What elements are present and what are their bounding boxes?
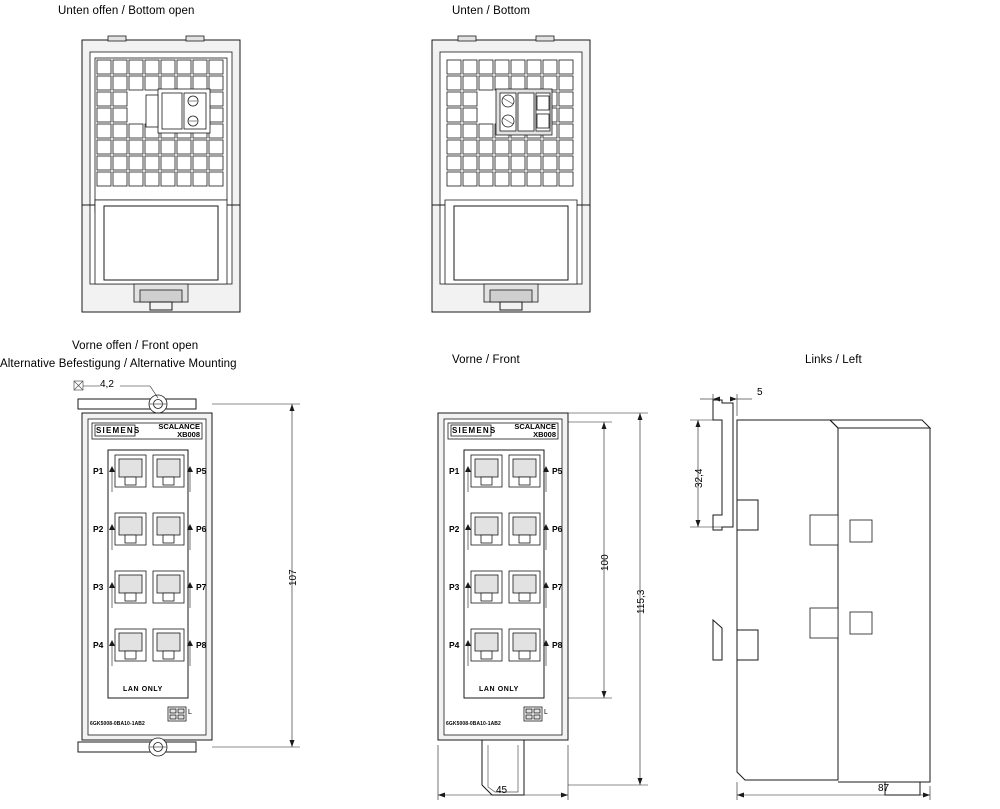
article-number-front: 6GK5008-0BA10-1AB2 bbox=[446, 721, 501, 727]
port-label-p6: P6 bbox=[196, 524, 207, 534]
led-letter-front: L bbox=[544, 709, 548, 716]
port-label-front-p6: P6 bbox=[552, 524, 563, 534]
port-label-front-p4: P4 bbox=[449, 640, 460, 650]
dimension-label-32-4: 32,4 bbox=[694, 468, 705, 488]
dimension-label-115-3: 115,3 bbox=[636, 589, 647, 614]
view-bottom-open bbox=[82, 36, 240, 312]
led-block-front-open bbox=[168, 707, 186, 721]
dimension-5 bbox=[700, 394, 752, 416]
dimension-label-45: 45 bbox=[496, 785, 508, 796]
view-label-left: Links / Left bbox=[805, 354, 862, 366]
led-letter-front-open: L bbox=[188, 709, 192, 716]
port-label-front-p8: P8 bbox=[552, 640, 563, 650]
terminal-block bbox=[496, 89, 552, 135]
dimension-87 bbox=[737, 782, 930, 800]
view-label-front: Vorne / Front bbox=[452, 354, 520, 366]
dimension-label-4-2: 4,2 bbox=[100, 379, 114, 390]
brand-label-front-open: SIEMENS bbox=[96, 426, 141, 435]
dimension-label-5: 5 bbox=[757, 387, 763, 398]
dimension-label-100: 100 bbox=[600, 554, 611, 571]
port-label-front-p7: P7 bbox=[552, 582, 563, 592]
port-label-front-p1: P1 bbox=[449, 466, 460, 476]
view-label-alternative-mounting: Alternative Befestigung / Alternative Mounting bbox=[0, 358, 237, 370]
port-label-p1: P1 bbox=[93, 466, 104, 476]
port-label-p3: P3 bbox=[93, 582, 104, 592]
port-label-front-p2: P2 bbox=[449, 524, 460, 534]
model-label-front-open bbox=[140, 423, 200, 439]
view-label-bottom-open: Unten offen / Bottom open bbox=[58, 5, 195, 17]
port-label-p7: P7 bbox=[196, 582, 207, 592]
dimension-label-107: 107 bbox=[288, 569, 299, 586]
model-line2-front: XB008 bbox=[533, 429, 556, 439]
view-label-front-open: Vorne offen / Front open bbox=[72, 340, 199, 352]
lan-only-label-front-open: LAN ONLY bbox=[123, 686, 163, 693]
port-label-p2: P2 bbox=[93, 524, 104, 534]
brand-label-front: SIEMENS bbox=[452, 426, 497, 435]
port-label-p5: P5 bbox=[196, 466, 207, 476]
port-label-p8: P8 bbox=[196, 640, 207, 650]
lan-only-label-front: LAN ONLY bbox=[479, 686, 519, 693]
model-line1-front: SCALANCE bbox=[514, 422, 556, 431]
view-bottom bbox=[432, 36, 590, 312]
port-label-p4: P4 bbox=[93, 640, 104, 650]
model-label-front bbox=[496, 423, 556, 439]
dimension-107 bbox=[212, 404, 300, 747]
port-label-front-p3: P3 bbox=[449, 582, 460, 592]
view-label-bottom: Unten / Bottom bbox=[452, 5, 531, 17]
model-line2: XB008 bbox=[177, 429, 200, 439]
terminal-block-open bbox=[146, 89, 210, 133]
led-block-front bbox=[524, 707, 542, 721]
view-left bbox=[690, 394, 930, 800]
model-line1: SCALANCE bbox=[158, 422, 200, 431]
dimension-label-87: 87 bbox=[878, 783, 890, 794]
view-front bbox=[438, 413, 648, 800]
port-label-front-p5: P5 bbox=[552, 466, 563, 476]
article-number-front-open: 6GK5008-0BA10-1AB2 bbox=[90, 721, 145, 727]
